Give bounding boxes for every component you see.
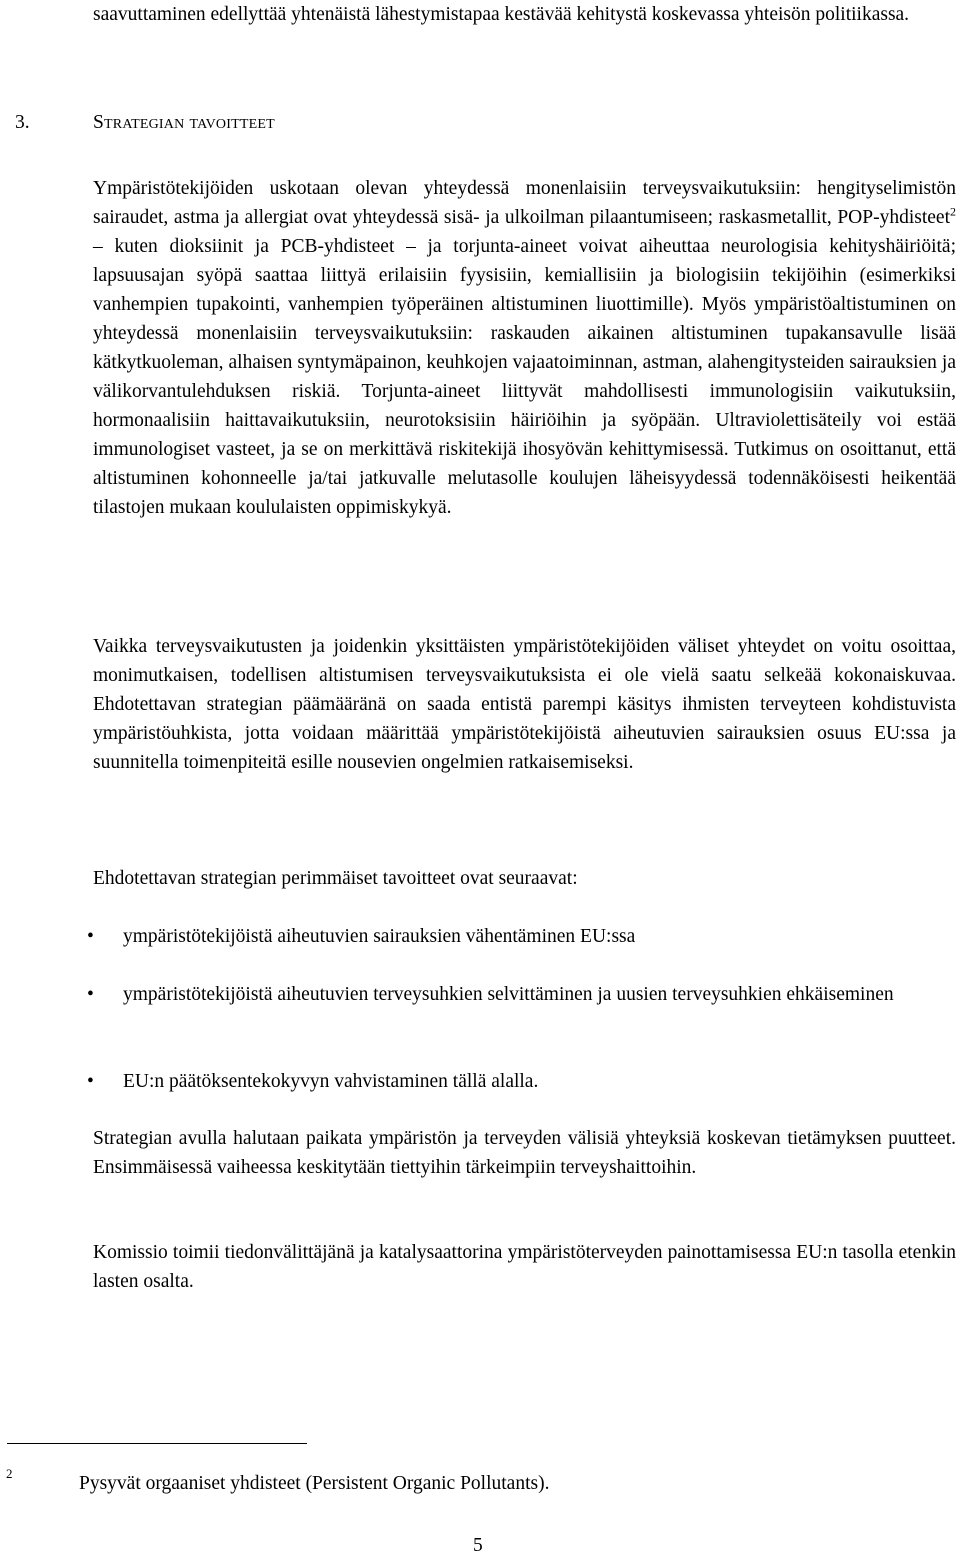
section-title: Strategian tavoitteet	[93, 112, 275, 133]
paragraph-health-effects-part-a: Ympäristötekijöiden uskotaan olevan yhteydessä monenlaisiin terveysvaikutuksiin: hengityselimistön sairaudet, astma ja allergiat ovat yhteydessä sisä- ja ulkoilman pilaantumiseen; raskasmetallit, POP-yhdisteet	[93, 178, 956, 228]
paragraph-knowledge-gaps: Strategian avulla halutaan paikata ympäristön ja terveyden välisiä yhteyksiä koskevan tietämyksen puutteet. Ensimmäisessä vaiheessa keskitytään tiettyihin tärkeimpiin terveyshaittoihin.	[93, 1128, 956, 1178]
list-item-text: EU:n päätöksentekokyvyn vahvistaminen tällä alalla.	[123, 1071, 539, 1092]
paragraph-health-effects	[93, 174, 956, 522]
footnote-mark: 2	[6, 1466, 13, 1481]
list-item-text: ympäristötekijöistä aiheutuvien sairauksien vähentäminen EU:ssa	[123, 926, 636, 947]
list-item-text: ympäristötekijöistä aiheutuvien terveysuhkien selvittäminen ja uusien terveysuhkien ehkäiseminen	[123, 984, 894, 1005]
footnote-text: Pysyvät orgaaniset yhdisteet (Persistent Organic Pollutants).	[79, 1473, 550, 1494]
bullet-icon: •	[87, 1071, 94, 1092]
paragraph-commission-role: Komissio toimii tiedonvälittäjänä ja katalysaattorina ympäristöterveyden painottamisessa EU:n tasolla etenkin lasten osalta.	[93, 1242, 956, 1292]
paragraph-strategy-aim: Vaikka terveysvaikutusten ja joidenkin yksittäisten ympäristötekijöiden väliset yhteydet on voitu osoittaa, monimutkaisen, todellisen altistumisen terveysvaikutuksista ei ole vielä saatu selkeää kokonaiskuvaa. Ehdotettavan strategian päämääränä on saada entistä parempi käsitys ihmisten terveyteen kohdistuvista ympäristöuhkista, jotta voidaan määrittää ympäristötekijöistä aiheutuvien sairauksien osuus EU:ssa ja suunnitella toimenpiteitä esille nousevien ongelmien ratkaisemiseksi.	[93, 636, 956, 773]
paragraph-objectives-intro: Ehdotettavan strategian perimmäiset tavoitteet ovat seuraavat:	[93, 868, 578, 889]
list-item	[87, 980, 956, 1009]
section-heading	[15, 108, 275, 137]
bullet-icon: •	[87, 984, 94, 1005]
list-item	[87, 1067, 956, 1096]
intro-paragraph: saavuttaminen edellyttää yhtenäistä lähestymistapaa kestävää kehitystä koskevassa yhteisön politiikassa.	[93, 4, 910, 25]
footnote-reference: 2	[950, 204, 956, 219]
section-number: 3.	[15, 112, 30, 133]
footnote-divider	[7, 1443, 307, 1444]
list-item	[87, 922, 956, 951]
paragraph-health-effects-part-b: – kuten dioksiinit ja PCB-yhdisteet – ja torjunta-aineet voivat aiheuttaa neurologisia kehityshäiriöitä; lapsuusajan syöpä saattaa liittyä erilaisiin fyysisiin, kemiallisiin ja biologisiin tekijöihin (esimerkiksi vanhempien tupakointi, vanhempien työperäinen altistuminen liuottimille). Myös ympäristöaltistuminen on yhteydessä monenlaisiin terveysvaikutuksiin: raskauden aikainen altistuminen tupakansavulle lisää kätkytkuoleman, alhaisen syntymäpainon, keuhkojen vajaatoiminnan, astman, alahengitysteiden sairauksien ja välikorvantulehduksen riskiä. Torjunta-aineet liittyvät mahdollisesti immunologisiin vaikutuksiin, hormonaalisiin haittavaikutuksiin, neurotoksisiin häiriöihin ja syöpään. Ultraviolettisäteily voi estää immunologiset vasteet, ja se on merkittävä riskitekijä ihosyövän kehittymisessä. Tutkimus on osoittanut, että altistuminen kohonneelle ja/tai jatkuvalle melutasolle koulujen läheisyydessä todennäköisesti heikentää tilastojen mukaan koululaisten oppimiskykyä.	[93, 236, 956, 518]
bullet-icon: •	[87, 926, 94, 947]
page-number: 5	[473, 1535, 483, 1556]
